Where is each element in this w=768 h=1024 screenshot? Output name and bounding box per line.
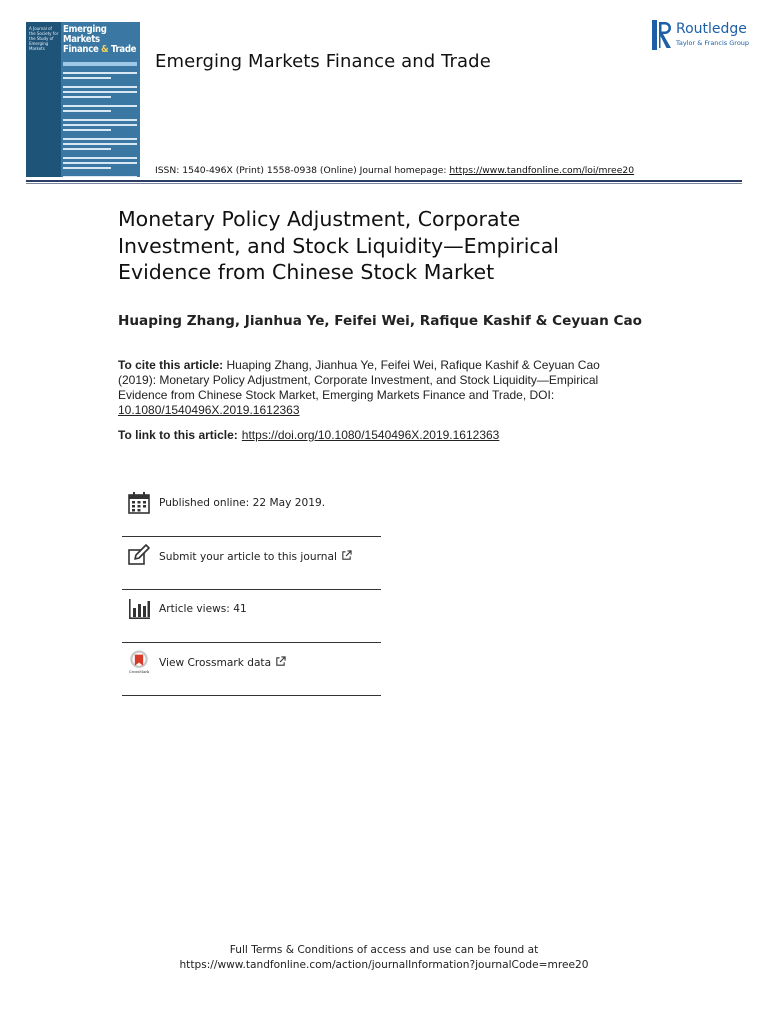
article-views-row	[122, 590, 381, 643]
terms-line-1: Full Terms & Conditions of access and use can be found at	[229, 944, 539, 956]
issn-text: ISSN: 1540-496X (Print) 1558-0938 (Online) Journal homepage:	[155, 165, 450, 176]
crossmark-link[interactable]	[159, 656, 286, 669]
svg-text:CrossMark: CrossMark	[128, 670, 150, 674]
submit-article-row[interactable]	[122, 537, 381, 590]
submit-article-text: Submit your article to this journal	[159, 551, 337, 563]
article-doi-link[interactable]: https://doi.org/10.1080/1540496X.2019.1612363	[241, 428, 500, 442]
journal-name: Emerging Markets Finance and Trade	[155, 51, 491, 72]
bar-chart-icon	[127, 597, 151, 621]
edit-pencil-icon	[127, 544, 151, 568]
external-link-icon	[275, 656, 286, 667]
cover-strip-text: A Journal of the Society for the Study of Emerging Markets	[29, 26, 59, 51]
cover-contents-lines	[63, 72, 137, 177]
cover-title-line2a: Finance	[63, 44, 102, 55]
crossmark-icon	[127, 650, 151, 674]
cover-title	[63, 25, 139, 55]
published-online-text: Published online: 22 May 2019.	[159, 497, 326, 509]
cite-doi-link[interactable]: 10.1080/1540496X.2019.1612363	[118, 403, 300, 417]
cover-title-amp: &	[101, 44, 109, 55]
published-online-row	[122, 484, 381, 537]
routledge-logo[interactable]	[652, 20, 752, 50]
article-link-line	[118, 428, 499, 442]
citation-block	[118, 358, 618, 418]
article-title: Monetary Policy Adjustment, Corporate Investment, and Stock Liquidity—Empirical Evidence from Chinese Stock Market	[118, 207, 559, 284]
taylor-francis-group: Taylor & Francis Group	[676, 39, 750, 47]
cite-text: Huaping Zhang, Jianhua Ye, Feifei Wei, Rafique Kashif & Ceyuan Cao (2019): Monetary Policy Adjustment, Corporate Investment, and Stock Liquidity—Empirical Evidence from Chinese Stock Market, Emerging Markets Finance and Trade, DOI:	[118, 358, 600, 402]
article-authors: Huaping Zhang, Jianhua Ye, Feifei Wei, Rafique Kashif & Ceyuan Cao	[118, 313, 642, 329]
journal-cover-image	[26, 22, 140, 177]
issn-line	[155, 165, 634, 176]
crossmark-row[interactable]	[122, 643, 381, 696]
cite-label: To cite this article:	[118, 358, 224, 372]
cover-band	[63, 62, 137, 66]
cover-title-line2b: Trade	[108, 44, 137, 55]
cover-title-line1: Emerging Markets	[63, 24, 107, 45]
link-label: To link to this article:	[118, 428, 238, 442]
terms-footer	[0, 943, 768, 973]
routledge-r-icon	[652, 20, 672, 50]
routledge-wordmark: Routledge	[676, 21, 747, 37]
header-divider	[26, 180, 742, 182]
crossmark-text: View Crossmark data	[159, 657, 272, 669]
calendar-icon	[127, 491, 151, 515]
external-link-icon	[341, 550, 352, 561]
header-divider-thin	[26, 183, 742, 184]
terms-url[interactable]: https://www.tandfonline.com/action/journalInformation?journalCode=mree20	[179, 959, 589, 971]
journal-homepage-link[interactable]: https://www.tandfonline.com/loi/mree20	[449, 165, 635, 176]
article-views-text: Article views: 41	[159, 603, 247, 615]
submit-article-link[interactable]	[159, 550, 352, 563]
cover-side-strip	[26, 22, 61, 177]
article-info-list	[122, 484, 381, 696]
